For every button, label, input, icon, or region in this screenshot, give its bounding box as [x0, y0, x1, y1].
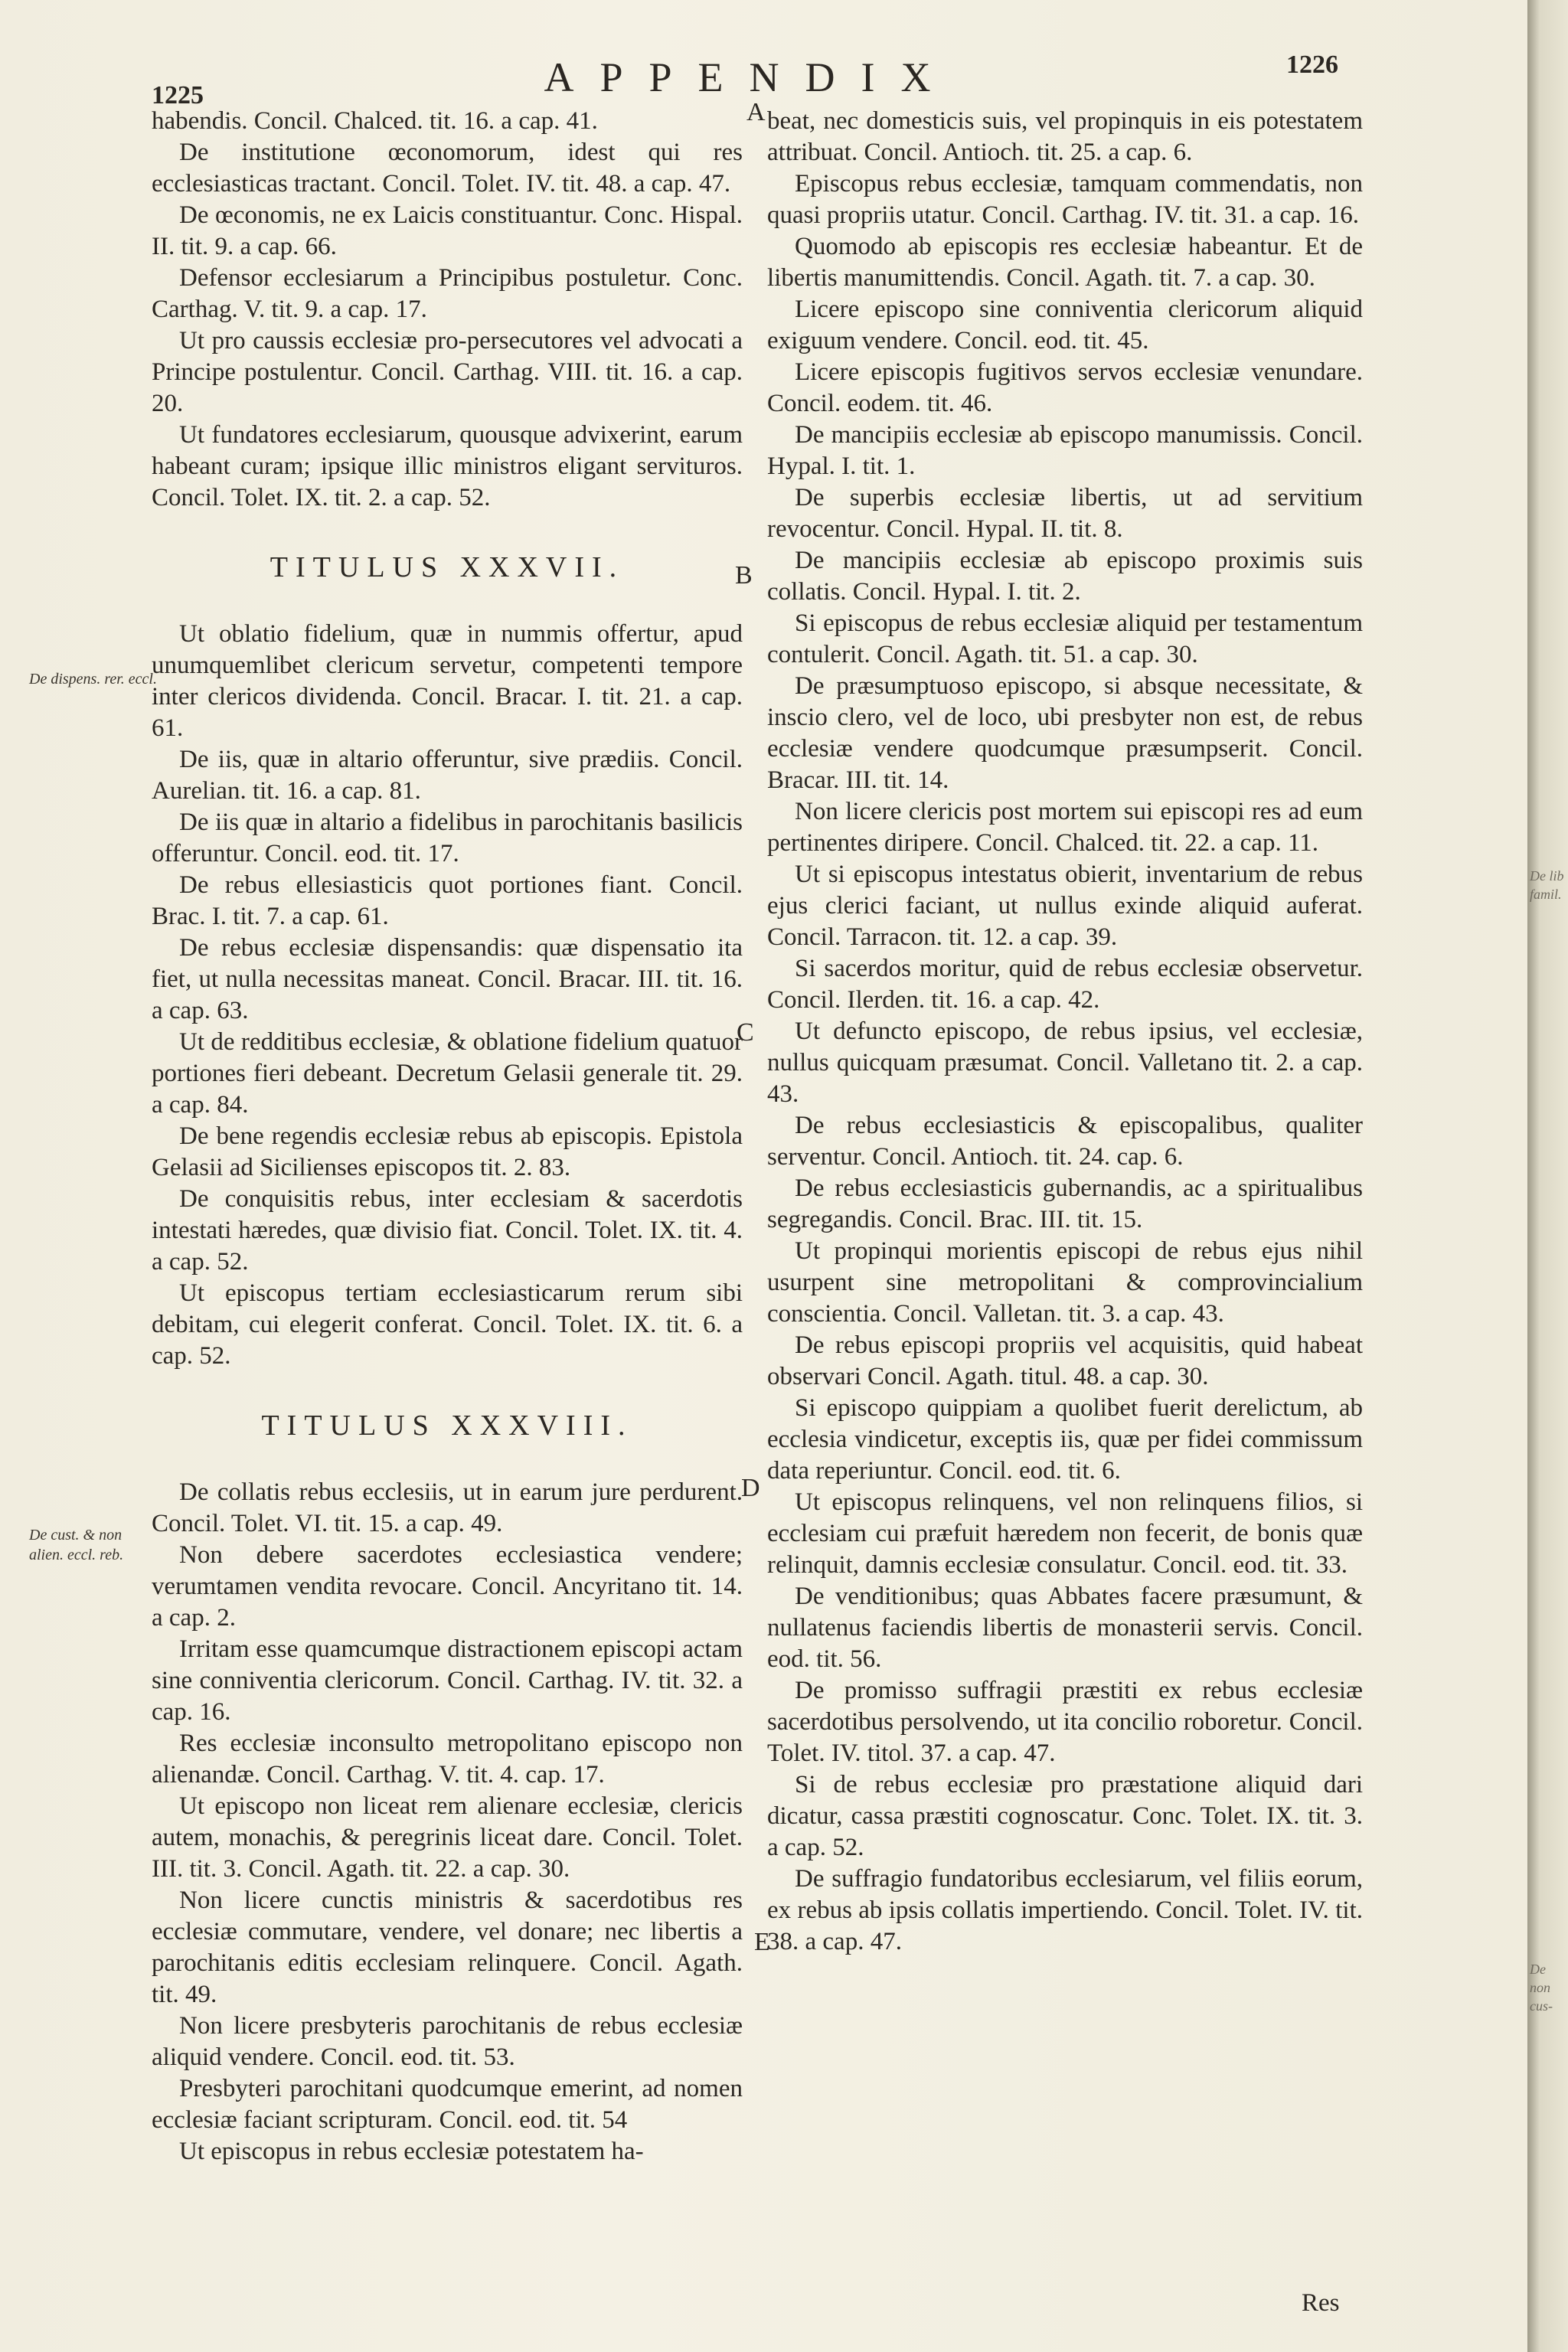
catchword: Res	[1302, 2289, 1340, 2317]
page-number-right: 1226	[1286, 51, 1338, 79]
index-entry: De superbis ecclesiæ libertis, ut ad servitium revocentur. Concil. Hypal. II. tit. 8.	[767, 484, 1363, 543]
index-entry: Ut defuncto episcopo, de rebus ipsius, vel ecclesiæ, nullus quicquam præsumat. Concil. Valletano tit. 2. a cap. 43.	[767, 1018, 1363, 1108]
section-marker-e: E	[754, 1928, 770, 1956]
index-entry: De rebus ellesiasticis quot portiones fiant. Concil. Brac. I. tit. 7. a cap. 61.	[152, 871, 743, 930]
index-entry: De præsumptuoso episcopo, si absque necessitate, & inscio clero, vel de loco, ubi presbyter non est, de rebus ecclesiæ vendere quodcumque præsumpserit. Concil. Bracar. III. tit. 14.	[767, 672, 1363, 794]
index-entry: De mancipiis ecclesiæ ab episcopo manumissis. Concil. Hypal. I. tit. 1.	[767, 421, 1363, 480]
left-entries-top	[152, 106, 743, 514]
index-entry: Non licere presbyteris parochitanis de rebus ecclesiæ aliquid vendere. Concil. eod. tit. 53.	[152, 2012, 743, 2071]
index-entry: Ut propinqui morientis episcopi de rebus ejus nihil usurpent sine metropolitani & comprovincialium conscientia. Concil. Valletan. tit. 3. a cap. 43.	[767, 1237, 1363, 1328]
index-entry: De rebus ecclesiæ dispensandis: quæ dispensatio ita fiet, ut nulla necessitas maneat. Concil. Bracar. III. tit. 16. a cap. 63.	[152, 934, 743, 1024]
index-entry: Ut pro caussis ecclesiæ pro-persecutores vel advocati a Principe postulentur. Concil. Carthag. VIII. tit. 16. a cap. 20.	[152, 327, 743, 417]
heading-titulus-37: TITULUS XXXVII.	[270, 551, 625, 583]
index-entry: Defensor ecclesiarum a Principibus postuletur. Conc. Carthag. V. tit. 9. a cap. 17.	[152, 264, 743, 323]
index-entry: Ut si episcopus intestatus obierit, inventarium de rebus ejus clerici faciant, ut nullus exinde aliquid auferat. Concil. Tarracon. tit. 12. a cap. 39.	[767, 861, 1363, 951]
index-entry: De conquisitis rebus, inter ecclesiam & sacerdotis intestati hæredes, quæ divisio fiat. Concil. Tolet. IX. tit. 4. a cap. 52.	[152, 1185, 743, 1276]
index-entry: Licere episcopis fugitivos servos ecclesiæ venundare. Concil. eodem. tit. 46.	[767, 358, 1363, 417]
right-entries	[767, 106, 1363, 1958]
section-marker-c: C	[737, 1018, 754, 1047]
next-page-note-2: De non cus-	[1530, 1962, 1553, 2014]
index-entry: Ut de redditibus ecclesiæ, & oblatione fidelium quatuor portiones fieri debeant. Decretum Gelasii generale tit. 29. a cap. 84.	[152, 1028, 743, 1119]
index-entry: De rebus ecclesiasticis gubernandis, ac a spiritualibus segregandis. Concil. Brac. III. tit. 15.	[767, 1174, 1363, 1233]
index-entry: De iis, quæ in altario offeruntur, sive prædiis. Concil. Aurelian. tit. 16. a cap. 81.	[152, 746, 743, 805]
index-entry: Irritam esse quamcumque distractionem episcopi actam sine conniventia clericorum. Concil. Carthag. IV. tit. 32. a cap. 16.	[152, 1635, 743, 1726]
index-entry: Non licere clericis post mortem sui episcopi res ad eum pertinentes diripere. Concil. Chalced. tit. 22. a cap. 11.	[767, 798, 1363, 857]
index-entry: De venditionibus; quas Abbates facere præsumunt, & nullatenus faciendis libertis de monasterii servis. Concil. eod. tit. 56.	[767, 1583, 1363, 1673]
index-entry: Ut episcopus in rebus ecclesiæ potestatem ha-	[179, 2138, 644, 2165]
heading-titulus-38: TITULUS XXXVIII.	[261, 1410, 633, 1442]
index-entry: De institutione œconomorum, idest qui res ecclesiasticas tractant. Concil. Tolet. IV. tit. 48. a cap. 47.	[152, 139, 743, 198]
index-entry: Episcopus rebus ecclesiæ, tamquam commendatis, non quasi propriis utatur. Concil. Carthag. IV. tit. 31. a cap. 16.	[767, 170, 1363, 229]
left-column	[152, 106, 743, 2167]
index-entry: habendis. Concil. Chalced. tit. 16. a cap. 41.	[152, 107, 598, 135]
index-entry: De mancipiis ecclesiæ ab episcopo proximis suis collatis. Concil. Hypal. I. tit. 2.	[767, 547, 1363, 606]
index-entry: beat, nec domesticis suis, vel propinquis in eis potestatem attribuat. Concil. Antioch. tit. 25. a cap. 6.	[767, 107, 1363, 166]
next-page-note-1: De lib famil.	[1530, 868, 1564, 902]
index-entry: Quomodo ab episcopis res ecclesiæ habeantur. Et de libertis manumittendis. Concil. Agath. tit. 7. a cap. 30.	[767, 233, 1363, 292]
side-note-dispensation: De dispens. rer. eccl.	[29, 671, 157, 688]
right-column	[767, 106, 1363, 1958]
index-entry: Si de rebus ecclesiæ pro præstatione aliquid dari dicatur, cassa præstiti cognoscatur. Conc. Tolet. IX. tit. 3. a cap. 52.	[767, 1771, 1363, 1861]
index-entry: Non licere cunctis ministris & sacerdotibus res ecclesiæ commutare, vendere, vel donare; nec libertis a parochitanis editis ecclesiam relinquere. Concil. Agath. tit. 49.	[152, 1886, 743, 2008]
left-entries-bottom	[152, 1477, 743, 2167]
index-entry: Si episcopo quippiam a quolibet fuerit derelictum, ab ecclesia vindicetur, exceptis iis, quæ per fidei commissum data reperiuntur. Concil. eod. tit. 6.	[767, 1394, 1363, 1485]
index-entry: De œconomis, ne ex Laicis constituantur. Conc. Hispal. II. tit. 9. a cap. 66.	[152, 201, 743, 260]
index-entry: Ut episcopus relinquens, vel non relinquens filios, si ecclesiam cui præfuit hæredem non fecerit, de bonis quæ relinquit, damnis ecclesiæ consulatur. Concil. eod. tit. 33.	[767, 1488, 1363, 1579]
index-entry: Non debere sacerdotes ecclesiastica vendere; verumtamen vendita revocare. Concil. Ancyritano tit. 14. a cap. 2.	[152, 1541, 743, 1632]
left-entries-middle	[152, 619, 743, 1372]
side-note-custody: De cust. & non alien. eccl. reb.	[29, 1527, 124, 1563]
index-entry: Ut oblatio fidelium, quæ in nummis offertur, apud unumquemlibet clericum servetur, competenti tempore inter clericos dividenda. Concil. Bracar. I. tit. 21. a cap. 61.	[152, 620, 743, 742]
index-entry: De rebus ecclesiasticis & episcopalibus, qualiter serventur. Concil. Antioch. tit. 24. cap. 6.	[767, 1112, 1363, 1171]
section-marker-a: A	[746, 98, 766, 126]
index-entry: Presbyteri parochitani quodcumque emerint, ad nomen ecclesiæ faciant scripturam. Concil. eod. tit. 54	[152, 2075, 743, 2134]
index-entry: De collatis rebus ecclesiis, ut in earum jure perdurent. Concil. Tolet. VI. tit. 15. a cap. 49.	[152, 1478, 743, 1537]
index-entry: De bene regendis ecclesiæ rebus ab episcopis. Epistola Gelasii ad Sicilienses episcopos tit. 2. 83.	[152, 1122, 743, 1181]
index-entry: Ut episcopus tertiam ecclesiasticarum rerum sibi debitam, cui elegerit conferat. Concil. Tolet. IX. tit. 6. a cap. 52.	[152, 1279, 743, 1370]
section-marker-b: B	[735, 561, 753, 590]
index-entry: De iis quæ in altario a fidelibus in parochitanis basilicis offeruntur. Concil. eod. tit. 17.	[152, 808, 743, 867]
index-entry: Si episcopus de rebus ecclesiæ aliquid per testamentum contulerit. Concil. Agath. tit. 51. a cap. 30.	[767, 609, 1363, 668]
running-head: APPENDIX	[544, 54, 957, 100]
index-entry: Res ecclesiæ inconsulto metropolitano episcopo non alienandæ. Concil. Carthag. V. tit. 4. cap. 17.	[152, 1730, 743, 1788]
index-entry: Ut fundatores ecclesiarum, quousque advixerint, earum habeant curam; ipsique illic ministros eligant servituros. Concil. Tolet. IX. tit. 2. a cap. 52.	[152, 421, 743, 511]
index-entry: Licere episcopo sine conniventia clericorum aliquid exiguum vendere. Concil. eod. tit. 45.	[767, 296, 1363, 354]
index-entry: De suffragio fundatoribus ecclesiarum, vel filiis eorum, ex rebus ab ipsis collatis impertiendo. Concil. Tolet. IV. tit. 38. a cap. 47.	[767, 1865, 1363, 1955]
index-entry: Si sacerdos moritur, quid de rebus ecclesiæ observetur. Concil. Ilerden. tit. 16. a cap. 42.	[767, 955, 1363, 1014]
section-marker-d: D	[741, 1474, 760, 1502]
index-entry: Ut episcopo non liceat rem alienare ecclesiæ, clericis autem, monachis, & peregrinis liceat dare. Concil. Tolet. III. tit. 3. Concil. Agath. tit. 22. a cap. 30.	[152, 1792, 743, 1883]
index-entry: De promisso suffragii præstiti ex rebus ecclesiæ sacerdotibus persolvendo, ut ita concilio roboretur. Concil. Tolet. IV. titol. 37. a cap. 47.	[767, 1677, 1363, 1767]
page-number-left: 1225	[152, 81, 204, 109]
index-entry: De rebus episcopi propriis vel acquisitis, quid habeat observari Concil. Agath. titul. 48. a cap. 30.	[767, 1331, 1363, 1390]
